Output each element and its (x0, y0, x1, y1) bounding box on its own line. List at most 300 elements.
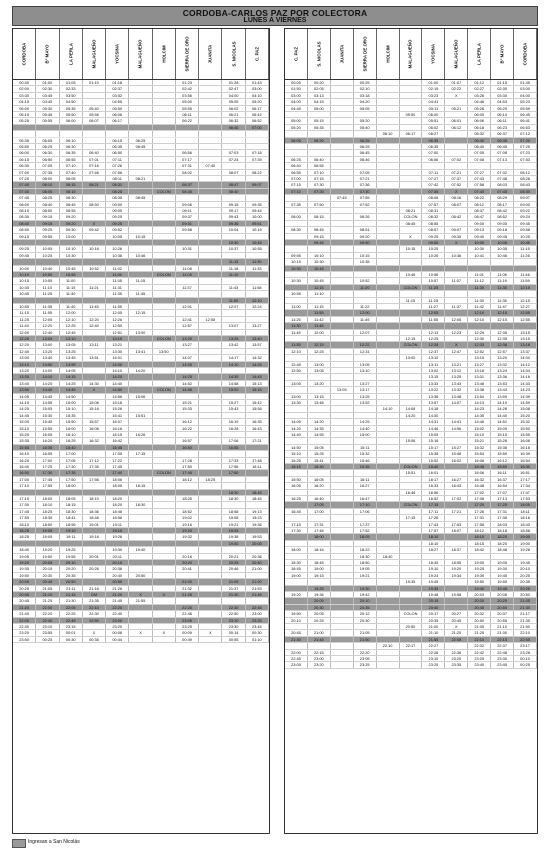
time-cell (129, 246, 152, 251)
time-cell: 15:27 (222, 400, 245, 405)
time-cell: 12:52 (468, 349, 491, 354)
time-cell: 12:10 (285, 349, 308, 354)
time-cell: 22:32 (468, 643, 491, 648)
time-cell: 01:00 (36, 80, 59, 85)
time-cell (60, 298, 83, 303)
time-cell (285, 374, 308, 379)
time-cell: 16:57 (176, 438, 199, 443)
time-cell (285, 310, 308, 315)
time-cell (377, 624, 400, 629)
time-cell (60, 131, 83, 136)
time-cell: 16:40 (60, 445, 83, 450)
time-cell: 16:12 (176, 419, 199, 424)
time-cell (400, 547, 423, 552)
time-cell (285, 502, 308, 507)
time-cell: 16:16 (106, 426, 129, 431)
time-cell (199, 272, 222, 277)
time-cell: 12:15 (514, 298, 537, 303)
time-cell (36, 259, 59, 264)
time-cell: 10:05 (106, 234, 129, 239)
time-cell: 14:25 (354, 419, 377, 424)
time-cell (129, 400, 152, 405)
time-cell (222, 598, 245, 603)
time-cell: 01:00 (422, 80, 445, 85)
time-cell (199, 470, 222, 475)
time-cell: 07:13 (491, 157, 514, 162)
time-cell: 21:26 (106, 586, 129, 591)
time-cell: 05:21 (445, 106, 468, 111)
time-cell: 16:40 (13, 464, 36, 469)
time-cell: 12:27 (514, 304, 537, 309)
time-cell: 16:28 (222, 426, 245, 431)
time-cell (153, 234, 176, 239)
time-cell: 06:35 (60, 150, 83, 155)
time-cell: 08:11 (106, 176, 129, 181)
time-cell: 14:23 (514, 387, 537, 392)
time-cell (199, 310, 222, 315)
time-cell: 11:15 (60, 285, 83, 290)
time-cell: 16:32 (468, 477, 491, 482)
time-cell: 18:20 (106, 502, 129, 507)
time-cell: 14:00 (106, 362, 129, 367)
time-cell (246, 163, 269, 168)
time-cell: 06:35 (422, 144, 445, 149)
time-cell: 19:35 (422, 586, 445, 591)
time-cell: 12:35 (491, 336, 514, 341)
time-cell: 17:31 (308, 522, 331, 527)
time-cell: 13:21 (106, 342, 129, 347)
time-cell (331, 528, 354, 533)
time-cell (377, 387, 400, 392)
time-cell: 11:20 (354, 285, 377, 290)
time-cell: 06:01 (445, 118, 468, 123)
time-cell: 19:30 (106, 547, 129, 552)
time-cell: 10:50 (36, 272, 59, 277)
time-cell: X (153, 592, 176, 597)
time-cell (199, 125, 222, 130)
time-cell (13, 541, 36, 546)
time-cell: 07:43 (468, 176, 491, 181)
time-cell: 22:45 (246, 605, 269, 610)
time-cell: 11:35 (106, 291, 129, 296)
time-cell: 09:07 (246, 182, 269, 187)
time-cell (354, 221, 377, 226)
time-cell: 05:15 (308, 118, 331, 123)
time-cell: COLON (153, 387, 176, 392)
time-cell (199, 502, 222, 507)
time-cell: 08:22 (246, 170, 269, 175)
time-cell: 07:11 (106, 157, 129, 162)
time-cell (377, 298, 400, 303)
time-cell (153, 579, 176, 584)
time-cell: 07:55 (354, 195, 377, 200)
time-cell: 07:31 (176, 163, 199, 168)
time-cell: 16:43 (246, 426, 269, 431)
time-cell: 06:02 (222, 106, 245, 111)
time-cell (491, 259, 514, 264)
time-cell: 05:50 (400, 112, 423, 117)
time-cell: 18:06 (106, 477, 129, 482)
time-cell (153, 573, 176, 578)
time-cell: 14:15 (13, 400, 36, 405)
time-cell: 06:15 (13, 157, 36, 162)
time-cell (83, 432, 106, 437)
time-cell: 08:05 (36, 189, 59, 194)
time-cell: 23:25 (468, 656, 491, 661)
time-cell (400, 157, 423, 162)
time-cell: 20:50 (129, 573, 152, 578)
time-cell: 05:20 (354, 118, 377, 123)
time-cell (331, 138, 354, 143)
time-cell (199, 118, 222, 123)
time-cell (199, 374, 222, 379)
time-cell (199, 221, 222, 226)
time-cell (36, 490, 59, 495)
time-cell (153, 400, 176, 405)
time-cell (285, 144, 308, 149)
time-cell: 13:54 (468, 394, 491, 399)
time-cell: 20:03 (468, 592, 491, 597)
time-cell: 06:55 (60, 157, 83, 162)
time-cell (331, 496, 354, 501)
time-cell: 11:30 (246, 259, 269, 264)
time-cell (445, 470, 468, 475)
time-cell (199, 285, 222, 290)
time-cell: X (83, 387, 106, 392)
time-cell (445, 432, 468, 437)
time-cell: 15:00 (13, 419, 36, 424)
time-cell (285, 272, 308, 277)
time-cell: 08:35 (176, 189, 199, 194)
time-cell: 15:51 (400, 470, 423, 475)
time-cell (400, 310, 423, 315)
time-cell (377, 99, 400, 104)
time-cell: 02:47 (222, 86, 245, 91)
time-cell: 19:25 (468, 566, 491, 571)
time-cell (400, 150, 423, 155)
time-cell (60, 125, 83, 130)
time-cell (445, 131, 468, 136)
time-cell: 19:20 (13, 560, 36, 565)
time-cell: 11:25 (13, 317, 36, 322)
time-cell: 18:10 (422, 541, 445, 546)
time-cell: 09:25 (13, 246, 36, 251)
time-cell: 11:30 (468, 285, 491, 290)
time-cell: 22:46 (176, 611, 199, 616)
time-cell (129, 387, 152, 392)
time-cell: 06:55 (308, 163, 331, 168)
time-cell (285, 554, 308, 559)
time-cell: 10:40 (36, 266, 59, 271)
column-header-label: CORDOBA (21, 42, 27, 66)
time-cell (153, 131, 176, 136)
time-cell (331, 458, 354, 463)
time-cell: 17:21 (445, 509, 468, 514)
time-cell (400, 554, 423, 559)
time-cell (129, 477, 152, 482)
time-cell: 21:50 (514, 624, 537, 629)
time-cell (285, 579, 308, 584)
time-cell (400, 534, 423, 539)
time-cell: 16:17 (422, 477, 445, 482)
time-cell: 21:00 (308, 630, 331, 635)
time-cell (199, 176, 222, 181)
time-cell (377, 502, 400, 507)
time-cell (331, 560, 354, 565)
time-cell: 17:45 (176, 470, 199, 475)
time-cell: 13:20 (491, 355, 514, 360)
time-cell (153, 451, 176, 456)
time-cell: 07:26 (106, 163, 129, 168)
timetable-paz-to-cordoba (284, 28, 538, 834)
time-cell: 20:30 (354, 618, 377, 623)
time-cell: 13:15 (514, 330, 537, 335)
time-cell: 20:50 (468, 618, 491, 623)
column-header-label: C. PAZ (254, 46, 260, 62)
time-cell: 06:06 (468, 118, 491, 123)
time-cell: X (199, 630, 222, 635)
column-header (491, 29, 514, 79)
time-cell (199, 202, 222, 207)
time-cell (514, 266, 537, 271)
time-cell (331, 547, 354, 552)
time-cell (129, 336, 152, 341)
time-cell (83, 413, 106, 418)
time-cell (331, 304, 354, 309)
time-cell: 13:50 (13, 387, 36, 392)
time-cell: 00:30 (60, 637, 83, 642)
time-cell (285, 605, 308, 610)
column-header (308, 29, 331, 79)
time-cell: 03:00 (246, 86, 269, 91)
time-cell: 11:45 (285, 330, 308, 335)
time-cell: 11:37 (445, 304, 468, 309)
time-cell: 14:30 (222, 374, 245, 379)
time-cell (377, 106, 400, 111)
time-cell: 15:00 (60, 400, 83, 405)
time-cell (153, 150, 176, 155)
time-cell (308, 406, 331, 411)
time-cell: 15:35 (60, 413, 83, 418)
time-cell: 16:48 (468, 483, 491, 488)
time-cell: 10:35 (354, 259, 377, 264)
time-cell (445, 438, 468, 443)
time-cell (400, 240, 423, 245)
time-cell: 13:43 (491, 387, 514, 392)
time-cell: 21:25 (176, 592, 199, 597)
time-cell (445, 221, 468, 226)
time-cell: 00:25 (354, 80, 377, 85)
time-cell: 07:17 (176, 157, 199, 162)
time-cell: 06:40 (468, 144, 491, 149)
time-cell: 10:00 (468, 240, 491, 245)
time-cell (83, 579, 106, 584)
time-cell: 14:46 (422, 426, 445, 431)
time-cell: 04:00 (222, 93, 245, 98)
time-cell: 14:15 (60, 374, 83, 379)
time-cell (129, 406, 152, 411)
time-cell: 08:03 (491, 182, 514, 187)
time-cell: 17:56 (83, 477, 106, 482)
time-cell (129, 227, 152, 232)
time-cell (377, 611, 400, 616)
time-cell (176, 259, 199, 264)
time-cell (354, 515, 377, 520)
time-cell: 12:20 (13, 342, 36, 347)
time-cell (331, 246, 354, 251)
time-cell: 06:56 (176, 150, 199, 155)
time-cell (129, 419, 152, 424)
time-cell: 06:32 (468, 131, 491, 136)
time-cell: 05:11 (422, 106, 445, 111)
time-cell: 16:45 (106, 445, 129, 450)
time-cell: 09:00 (106, 202, 129, 207)
time-cell (153, 413, 176, 418)
time-cell: 19:55 (60, 554, 83, 559)
time-cell (331, 112, 354, 117)
time-cell: 04:15 (308, 99, 331, 104)
time-cell (199, 637, 222, 642)
time-cell (377, 234, 400, 239)
time-cell (246, 502, 269, 507)
time-cell: 03:00 (285, 93, 308, 98)
time-cell: 07:25 (514, 144, 537, 149)
time-cell: 03:50 (60, 93, 83, 98)
time-cell: 15:43 (222, 406, 245, 411)
time-cell (222, 413, 245, 418)
time-cell: 12:00 (60, 310, 83, 315)
legend-label: Ingresan a San Nicolás (28, 839, 80, 845)
time-cell: 15:27 (445, 445, 468, 450)
time-cell (176, 195, 199, 200)
time-cell: 16:52 (422, 496, 445, 501)
time-cell: 13:52 (354, 400, 377, 405)
time-cell (331, 342, 354, 347)
time-cell (199, 592, 222, 597)
time-cell: 22:05 (60, 605, 83, 610)
time-cell (199, 451, 222, 456)
time-cell: COLON (153, 336, 176, 341)
time-cell (331, 541, 354, 546)
time-cell: 15:45 (36, 419, 59, 424)
time-cell: 10:30 (308, 259, 331, 264)
time-cell (354, 406, 377, 411)
time-cell: 14:40 (106, 381, 129, 386)
time-cell (13, 125, 36, 130)
time-cell: 05:00 (285, 118, 308, 123)
time-cell (199, 259, 222, 264)
time-cell (331, 80, 354, 85)
time-cell: 19:00 (514, 541, 537, 546)
time-cell: 10:04 (222, 227, 245, 232)
time-cell (331, 432, 354, 437)
time-cell: 06:45 (222, 125, 245, 130)
time-cell: 14:56 (445, 426, 468, 431)
time-cell: 09:55 (285, 253, 308, 258)
time-cell (13, 490, 36, 495)
time-cell: 21:45 (246, 592, 269, 597)
time-cell (445, 259, 468, 264)
time-cell (308, 643, 331, 648)
time-cell (400, 93, 423, 98)
time-cell: 20:15 (106, 560, 129, 565)
time-cell (222, 176, 245, 181)
time-cell: 12:41 (176, 317, 199, 322)
time-cell (176, 541, 199, 546)
time-cell (153, 163, 176, 168)
time-cell: 04:00 (514, 93, 537, 98)
time-cell: 14:00 (36, 368, 59, 373)
time-cell: 12:20 (36, 323, 59, 328)
time-cell: 06:41 (514, 118, 537, 123)
time-cell: 08:30 (285, 227, 308, 232)
time-cell: 20:40 (246, 560, 269, 565)
time-cell: 12:15 (400, 336, 423, 341)
time-cell: 07:01 (83, 157, 106, 162)
time-cell: 11:50 (222, 298, 245, 303)
time-cell: 18:25 (36, 509, 59, 514)
time-cell: 06:40 (83, 150, 106, 155)
time-cell (331, 240, 354, 245)
time-cell: 14:56 (106, 394, 129, 399)
time-cell (377, 374, 400, 379)
time-cell (445, 336, 468, 341)
time-cell: 14:00 (514, 355, 537, 360)
time-cell: 10:36 (445, 253, 468, 258)
column-header (445, 29, 468, 79)
time-cell: 15:16 (422, 438, 445, 443)
time-cell: 14:12 (514, 362, 537, 367)
time-cell (199, 586, 222, 591)
column-header-label: LA PERLA (476, 43, 482, 65)
time-cell (377, 336, 400, 341)
time-cell: 07:58 (468, 182, 491, 187)
time-cell (83, 298, 106, 303)
time-cell: 13:50 (153, 349, 176, 354)
time-cell: 14:45 (13, 413, 36, 418)
time-cell (331, 285, 354, 290)
time-cell (129, 560, 152, 565)
time-cell (331, 144, 354, 149)
time-cell (246, 195, 269, 200)
time-cell: 18:25 (13, 534, 36, 539)
time-cell: 05:00 (308, 106, 331, 111)
time-cell (199, 413, 222, 418)
time-cell (199, 99, 222, 104)
time-cell: 20:16 (176, 554, 199, 559)
time-cell (153, 522, 176, 527)
time-cell: 10:30 (468, 246, 491, 251)
time-cell: 21:30 (491, 630, 514, 635)
time-cell: 16:19 (222, 419, 245, 424)
time-cell: 20:45 (445, 618, 468, 623)
time-cell (400, 227, 423, 232)
time-cell: X (445, 189, 468, 194)
time-cell: 22:45 (285, 656, 308, 661)
time-cell: 15:52 (422, 458, 445, 463)
time-cell: 05:35 (308, 125, 331, 130)
time-cell (285, 413, 308, 418)
time-cell: 08:37 (468, 208, 491, 213)
time-cell: 19:15 (308, 573, 331, 578)
time-cell (331, 125, 354, 130)
time-cell: 07:30 (308, 182, 331, 187)
time-cell: 12:45 (285, 362, 308, 367)
time-cell: 11:42 (308, 317, 331, 322)
time-cell (246, 310, 269, 315)
time-cell: 10:55 (13, 304, 36, 309)
time-cell: 19:30 (491, 566, 514, 571)
